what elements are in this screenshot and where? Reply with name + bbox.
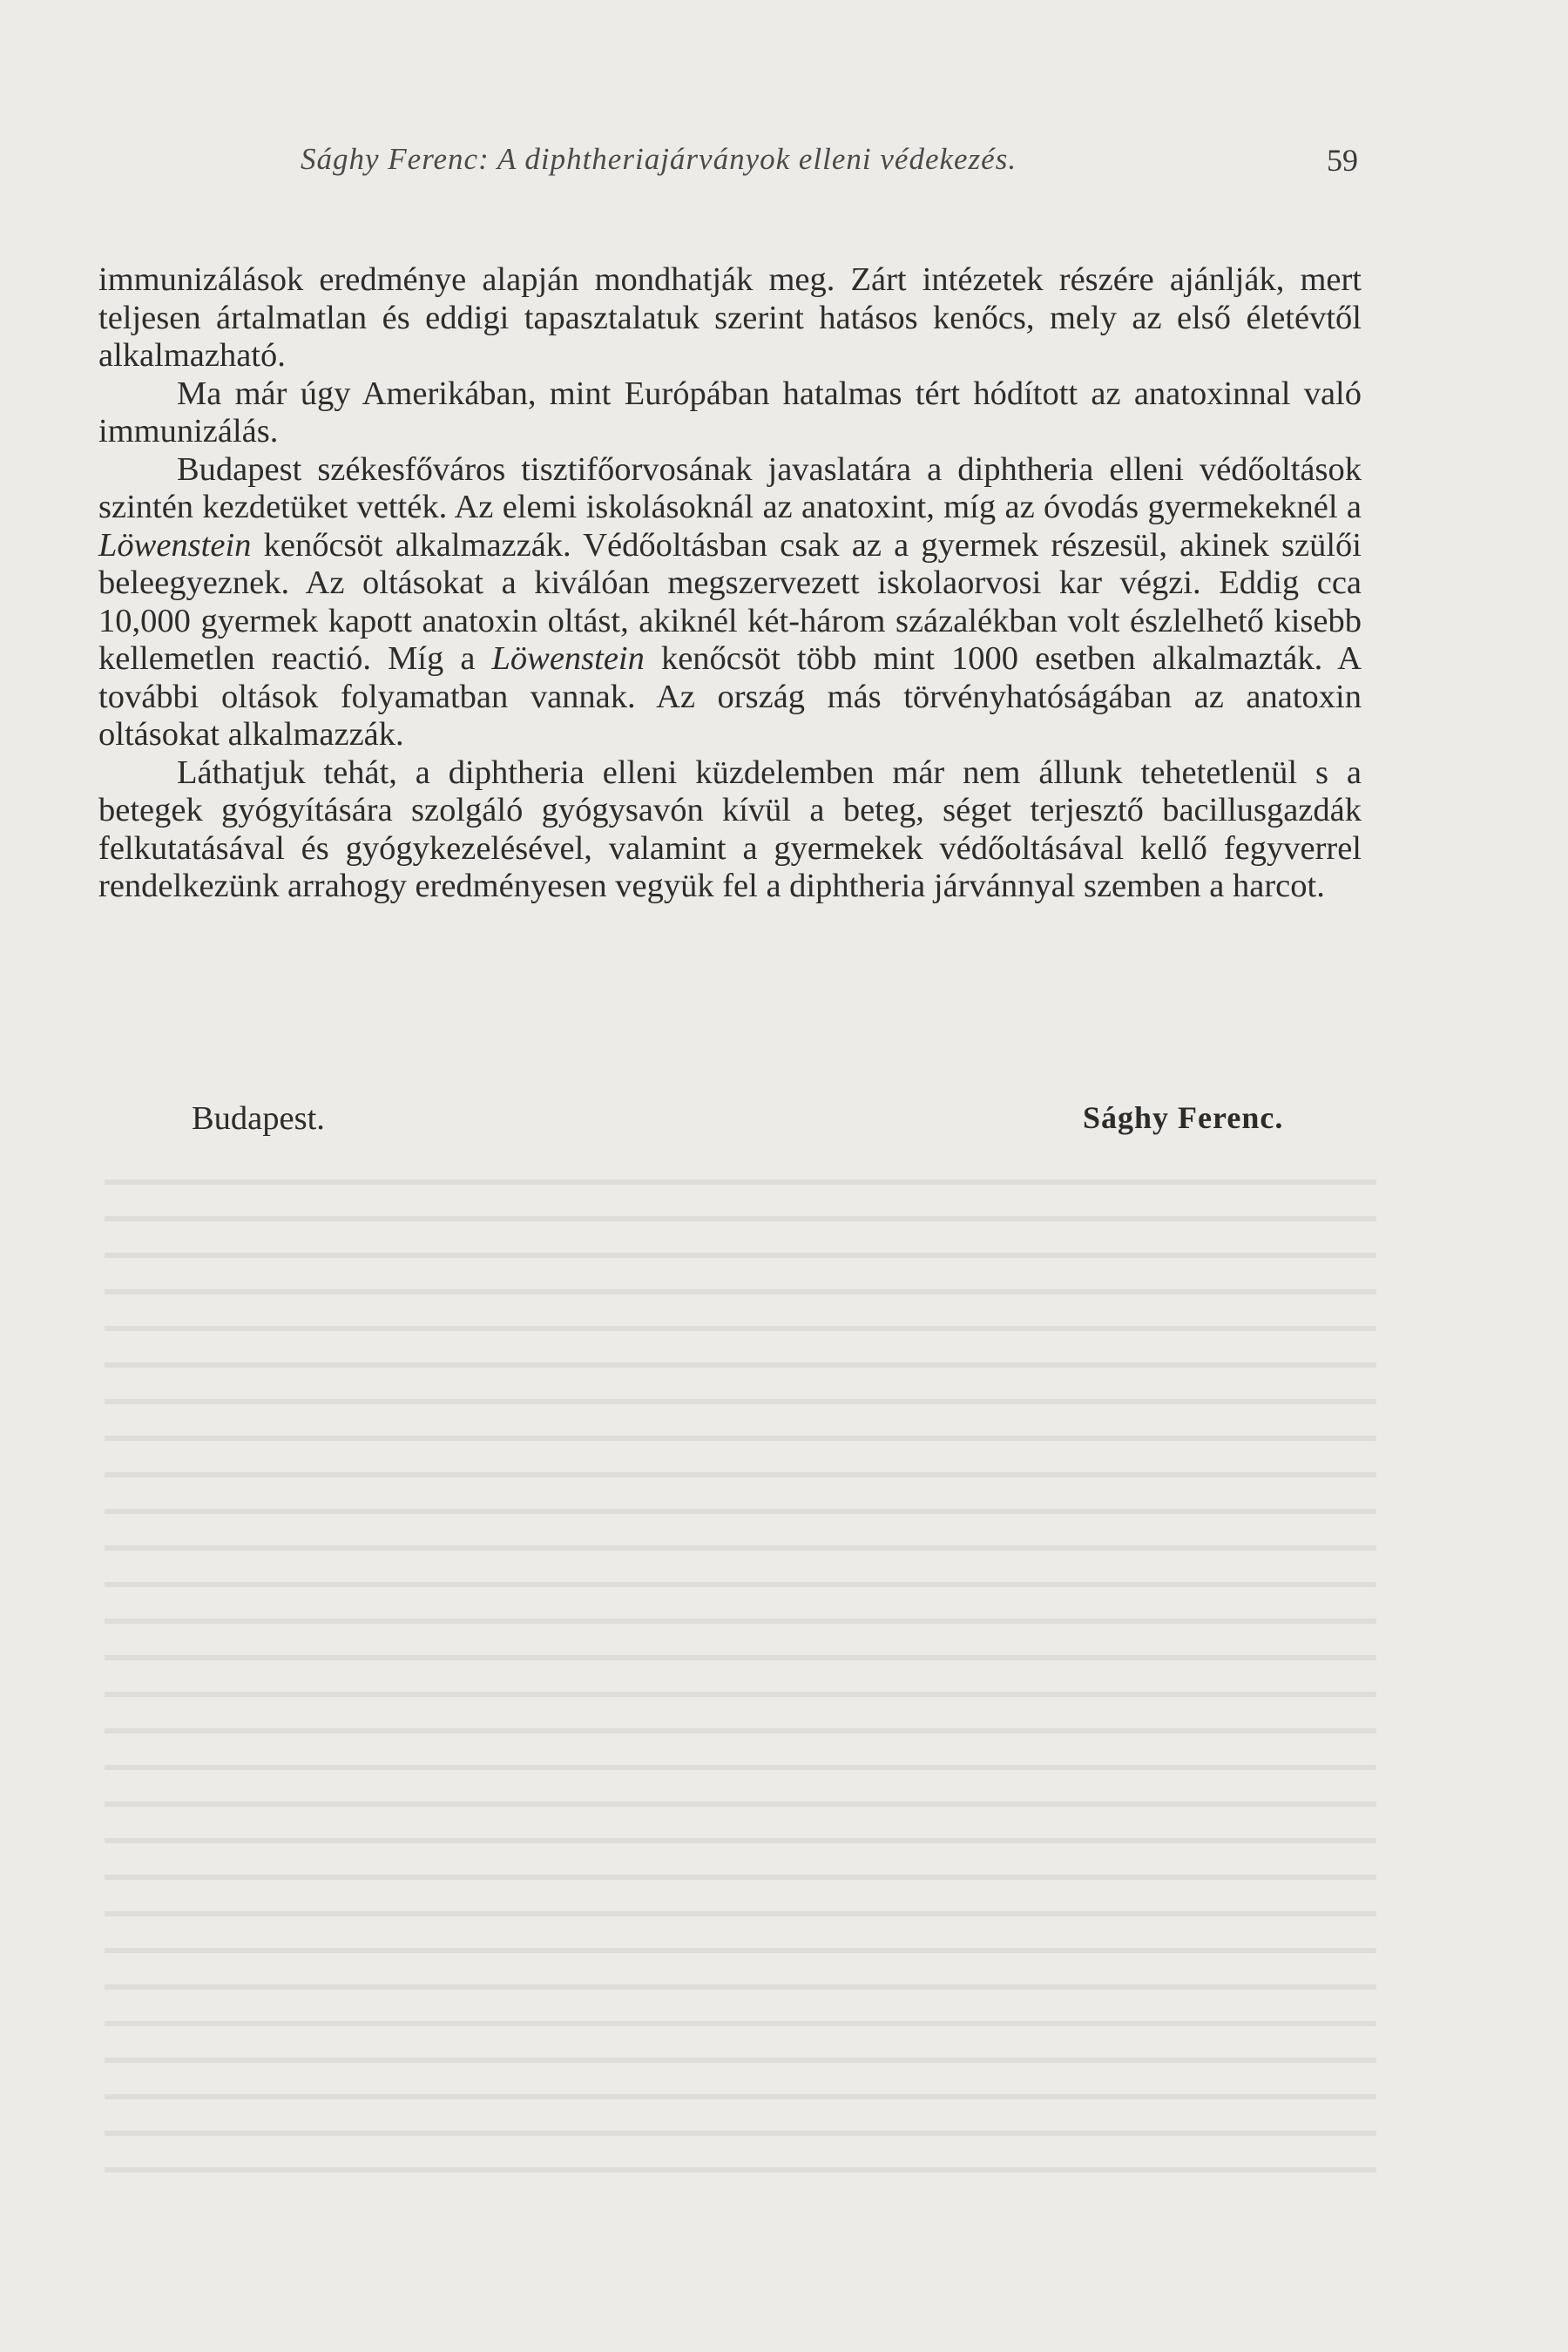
- show-through-texture: [105, 1159, 1376, 2204]
- paragraph-2: Ma már úgy Amerikában, mint Európában hatalmas tért hódított az anatoxinnal való immunizálás.: [98, 375, 1362, 449]
- paragraph-3-part-c: kenőcsöt több mint 1000 esetben alkalmazták. A további oltások folyamatban vannak. Az ország más törvényhatóságában az anatoxin oltásokat alkalmazzák.: [98, 640, 1362, 753]
- paragraph-4: Láthatjuk tehát, a diphtheria elleni küzdelemben már nem állunk tehetetlenül s a betegek gyógyítására szolgáló gyógysavón kívül a beteg, séget terjesztő bacillusgazdák felkutatásával és gyógykezelésével, valamint a gyermekek védőoltásával kellő fegyverrel rendelkezünk arrahogy eredményesen vegyük fel a diphtheria járvánnyal szemben a harcot.: [98, 754, 1362, 904]
- article-body: [98, 261, 1362, 906]
- page-number: 59: [1327, 143, 1358, 178]
- author-name-lowenstein: Löwenstein: [98, 526, 252, 564]
- paragraph-3-part-b: kenőcsöt alkalmazzák. Védőoltásban csak az a gyermek részesül, akinek szülői beleegyeznek. Az oltásokat a kiválóan megszervezett iskolaorvosi kar végzi. Eddig cca 10,000 gyermek kapott anatoxin oltást, akiknél két-három százalékban volt észlelhető kisebb kellemetlen reactió. Míg a: [98, 526, 1362, 677]
- closing-line: [0, 1099, 1568, 1143]
- paragraph-3-part-a: Budapest székesfőváros tisztifőorvosának javaslatára a diphtheria elleni védőoltások szintén kezdetüket vették. Az elemi iskolásoknál az anatoxint, míg az óvodás gyermekeknél a: [98, 450, 1362, 525]
- paragraph-1: immunizálások eredménye alapján mondhatják meg. Zárt intézetek részére ajánlják, mert teljesen ártalmatlan és eddigi tapasztalatuk szerint hatásos kenőcs, mely az első életévtől alkalmazható.: [98, 261, 1362, 374]
- place-of-writing: Budapest.: [192, 1100, 325, 1137]
- paragraph-3: [98, 451, 1362, 754]
- author-name-lowenstein: Löwenstein: [491, 640, 645, 677]
- author-signature: Sághy Ferenc.: [1083, 1100, 1284, 1135]
- running-header: [0, 142, 1568, 186]
- running-title: Sághy Ferenc: A diphtheriajárványok elleni védekezés.: [301, 142, 1017, 176]
